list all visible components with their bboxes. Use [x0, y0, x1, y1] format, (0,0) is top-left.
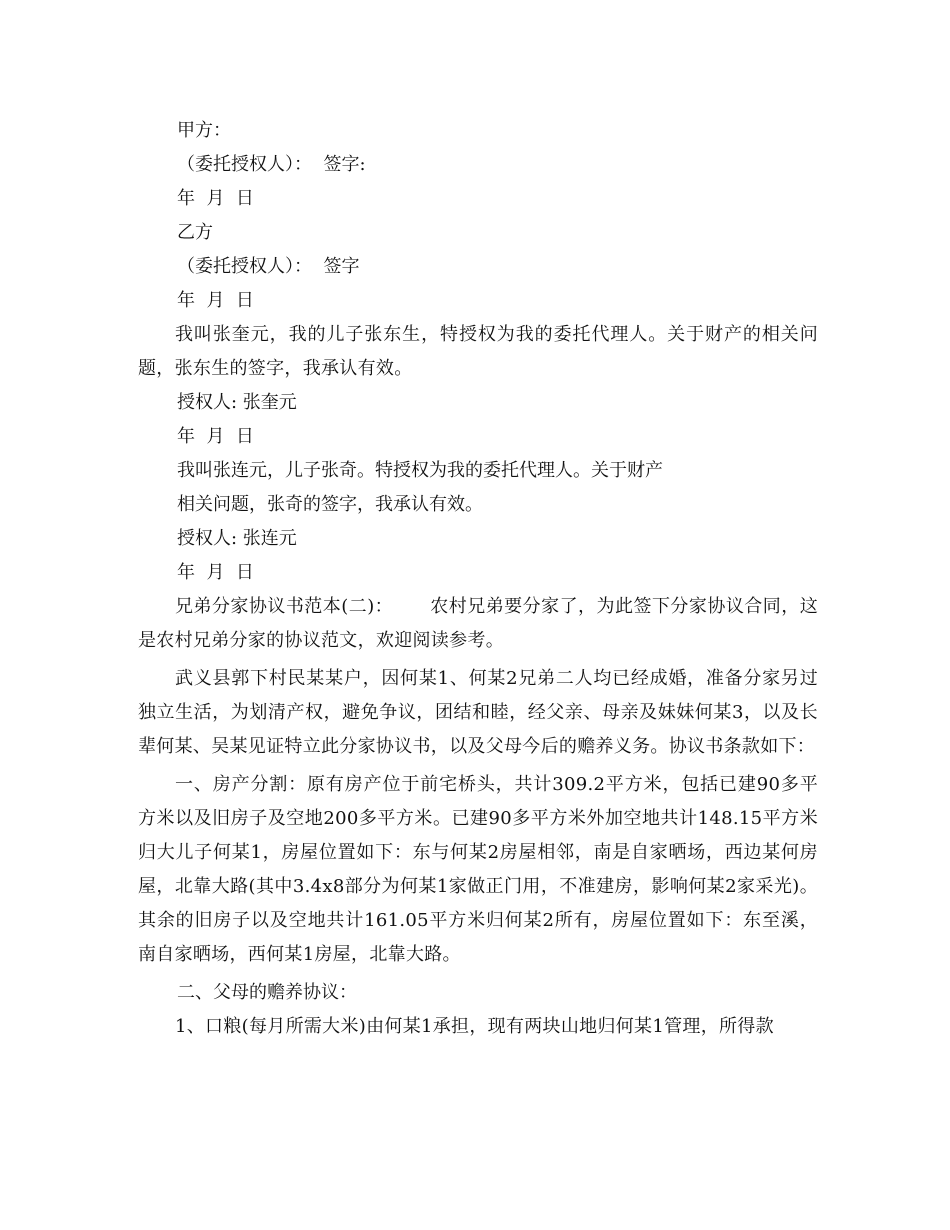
document-body [138, 114, 818, 1044]
party-b-signature-line: （委托授权人）： 签字 [177, 256, 360, 277]
authorization-paragraph-2-line-2: 相关问题，张奇的签字，我承认有效。 [177, 494, 483, 515]
party-b-label: 乙方 [177, 222, 213, 243]
section-2-item-1: 1、口粮(每月所需大米)由何某1承担，现有两块山地归何某1管理，所得款 [175, 1016, 774, 1037]
party-a-label: 甲方： [177, 120, 231, 141]
party-a-date: 年 月 日 [177, 188, 254, 209]
section-2-title: 二、父母的赡养协议： [177, 982, 357, 1003]
authorizer-2: 授权人: 张连元 [177, 528, 297, 549]
authorization-paragraph-1: 我叫张奎元，我的儿子张东生，特授权为我的委托代理人。关于财产的相关问题，张东生的签字，我承认有效。 [138, 324, 818, 379]
authorizer-1: 授权人: 张奎元 [177, 392, 297, 413]
party-a-signature-line: （委托授权人）： 签字: [177, 154, 366, 175]
intro-paragraph: 兄弟分家协议书范本(二)： 农村兄弟要分家了，为此签下分家协议合同，这是农村兄弟分家的协议范文，欢迎阅读参考。 [138, 596, 818, 651]
authorizer-1-date: 年 月 日 [177, 426, 254, 447]
authorization-paragraph-2-line-1: 我叫张连元，儿子张奇。特授权为我的委托代理人。关于财产 [177, 460, 663, 481]
party-b-date: 年 月 日 [177, 290, 254, 311]
background-paragraph: 武义县郭下村民某某户，因何某1、何某2兄弟二人均已经成婚，准备分家另过独立生活，为划清产权，避免争议，团结和睦，经父亲、母亲及妹妹何某3，以及长辈何某、吴某见证特立此分家协议书，以及父母今后的赡养义务。协议书条款如下： [138, 668, 818, 757]
authorizer-2-date: 年 月 日 [177, 562, 254, 583]
section-1-paragraph: 一、房产分割：原有房产位于前宅桥头，共计309.2平方米，包括已建90多平方米以及旧房子及空地200多平方米。已建90多平方米外加空地共计148.15平方米归大儿子何某1，房屋位置如下：东与何某2房屋相邻，南是自家晒场，西边某何房屋，北靠大路(其中3.4x8部分为何某1家做正门用，不准建房，影响何某2家采光)。其余的旧房子以及空地共计161.05平方米归何某2所有，房屋位置如下：东至溪，南自家晒场，西何某1房屋，北靠大路。 [138, 774, 818, 965]
